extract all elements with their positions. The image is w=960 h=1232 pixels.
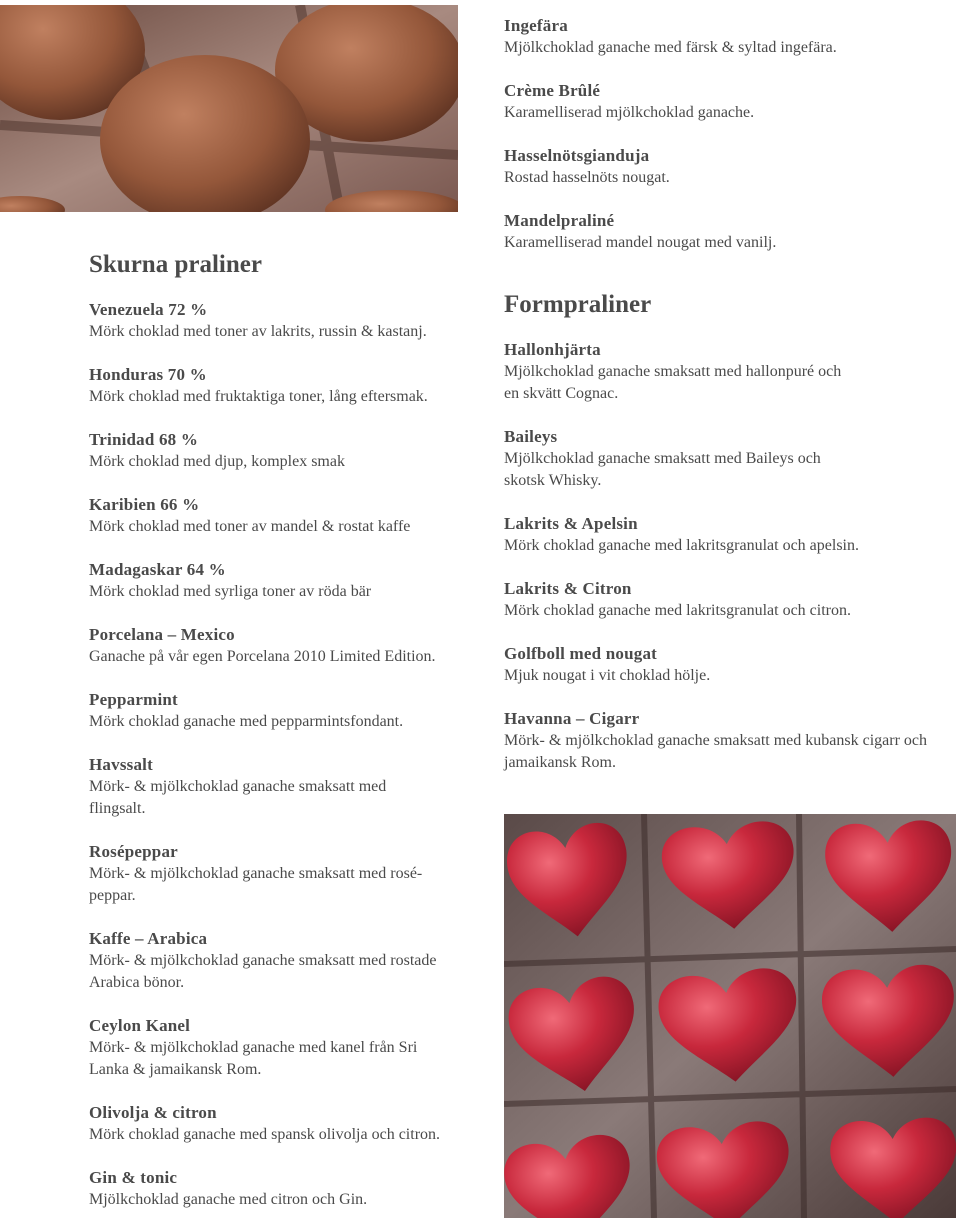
item-name: Lakrits & Citron <box>504 579 632 598</box>
item-name: Mandelpraliné <box>504 211 615 230</box>
item-name: Honduras 70 % <box>89 365 207 384</box>
heart-pralines-illustration <box>504 814 956 1218</box>
item-description: Karamelliserad mjölkchoklad ganache. <box>504 104 755 121</box>
truffle-illustration <box>0 5 458 212</box>
list-item <box>504 80 944 124</box>
list-item <box>504 578 944 622</box>
list-item <box>89 1167 469 1211</box>
item-description: Mörk choklad med djup, komplex smak <box>89 453 345 470</box>
item-description: Karamelliserad mandel nougat med vanilj. <box>504 234 777 251</box>
list-item <box>89 299 469 343</box>
list-item <box>89 429 469 473</box>
item-name: Crème Brûlé <box>504 81 601 100</box>
truffle-photo <box>0 5 458 212</box>
item-description: Mörk- & mjölkchoklad ganache med kanel från Sri Lanka & jamaikansk Rom. <box>89 1039 418 1078</box>
item-name: Porcelana – Mexico <box>89 625 235 644</box>
item-name: Hasselnötsgianduja <box>504 146 650 165</box>
item-description: Mörk- & mjölkchoklad ganache smaksatt med flingsalt. <box>89 778 387 817</box>
right-top-list <box>504 15 944 275</box>
item-description: Mjölkchoklad ganache med färsk & syltad ingefära. <box>504 39 837 56</box>
item-name: Ingefära <box>504 16 568 35</box>
item-name: Trinidad 68 % <box>89 430 199 449</box>
item-description: Mörk choklad ganache med pepparmintsfondant. <box>89 713 404 730</box>
item-name: Pepparmint <box>89 690 178 709</box>
item-description: Mjölkchoklad ganache smaksatt med hallonpuré och en skvätt Cognac. <box>504 363 842 402</box>
item-name: Madagaskar 64 % <box>89 560 226 579</box>
list-item <box>89 624 469 668</box>
item-description: Mörk choklad ganache med spansk olivolja och citron. <box>89 1126 441 1143</box>
item-name: Rosépeppar <box>89 842 178 861</box>
list-item <box>504 643 944 687</box>
item-description: Mörk choklad ganache med lakritsgranulat och citron. <box>504 602 851 619</box>
list-item <box>89 364 469 408</box>
formpraliner-section <box>504 290 944 795</box>
list-item <box>89 928 469 994</box>
item-name: Ceylon Kanel <box>89 1016 191 1035</box>
list-item <box>89 1015 429 1081</box>
item-description: Mörk choklad med fruktaktiga toner, lång eftersmak. <box>89 388 428 405</box>
item-description: Mörk choklad med toner av mandel & rostat kaffe <box>89 518 411 535</box>
item-name: Golfboll med nougat <box>504 644 658 663</box>
list-item <box>89 1102 469 1146</box>
item-description: Mörk- & mjölkchoklad ganache smaksatt med rosé-peppar. <box>89 865 423 904</box>
item-description: Mörk- & mjölkchoklad ganache smaksatt med rostade Arabica bönor. <box>89 952 437 991</box>
item-description: Mörk choklad med syrliga toner av röda bär <box>89 583 372 600</box>
skurna-praliner-section <box>89 250 469 1232</box>
item-name: Olivolja & citron <box>89 1103 217 1122</box>
item-description: Rostad hasselnöts nougat. <box>504 169 670 186</box>
item-name: Havanna – Cigarr <box>504 709 640 728</box>
section-title: Skurna praliner <box>89 251 262 278</box>
list-item <box>89 689 469 733</box>
item-description: Mjölkchoklad ganache smaksatt med Baileys och skotsk Whisky. <box>504 450 821 489</box>
item-name: Baileys <box>504 427 558 446</box>
item-description: Mjuk nougat i vit choklad hölje. <box>504 667 711 684</box>
list-item <box>89 841 429 907</box>
list-item <box>504 15 944 59</box>
item-description: Ganache på vår egen Porcelana 2010 Limited Edition. <box>89 648 436 665</box>
item-name: Havssalt <box>89 755 153 774</box>
list-item <box>504 708 944 774</box>
item-name: Hallonhjärta <box>504 340 601 359</box>
hearts-photo <box>504 814 956 1218</box>
list-item <box>504 426 944 492</box>
item-name: Lakrits & Apelsin <box>504 514 638 533</box>
item-description: Mörk choklad med toner av lakrits, russin & kastanj. <box>89 323 427 340</box>
item-description: Mörk- & mjölkchoklad ganache smaksatt med kubansk cigarr och jamaikansk Rom. <box>504 732 927 771</box>
list-item <box>504 145 944 189</box>
section-title: Formpraliner <box>504 291 652 318</box>
item-description: Mjölkchoklad ganache med citron och Gin. <box>89 1191 368 1208</box>
list-item <box>504 513 944 557</box>
item-name: Venezuela 72 % <box>89 300 208 319</box>
item-name: Karibien 66 % <box>89 495 200 514</box>
item-name: Kaffe – Arabica <box>89 929 208 948</box>
list-item <box>89 754 429 820</box>
list-item <box>89 494 469 538</box>
list-item <box>504 210 944 254</box>
item-description: Mörk choklad ganache med lakritsgranulat och apelsin. <box>504 537 859 554</box>
list-item <box>89 559 469 603</box>
list-item <box>504 339 944 405</box>
item-name: Gin & tonic <box>89 1168 178 1187</box>
